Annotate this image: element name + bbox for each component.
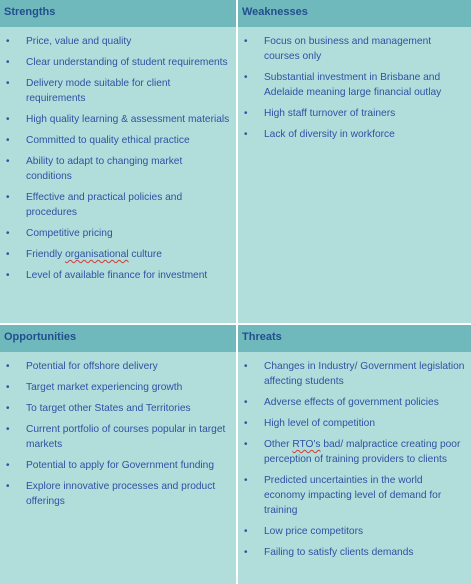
- list-item: • Substantial investment in Brisbane and Adelaide meaning large financial outlay: [244, 72, 442, 98]
- list-item: • Lack of diversity in workforce: [244, 129, 395, 140]
- list-item: • Current portfolio of courses popular in target markets: [6, 424, 226, 450]
- strengths-body: [0, 27, 236, 323]
- list-item: • Other RTO's bad/ malpractice creating poor perception of training providers to clients: [244, 439, 461, 465]
- list-item: • Changes in Industry/ Government legislation affecting students: [244, 361, 465, 387]
- bullet-icon: •: [6, 249, 10, 260]
- bullet-icon: •: [6, 192, 10, 203]
- list-item: • Low price competitors: [244, 526, 364, 537]
- bullet-icon: •: [244, 397, 248, 408]
- bullet-icon: •: [6, 57, 10, 68]
- bullet-icon: •: [6, 228, 10, 239]
- list-item: • High quality learning & assessment materials: [6, 114, 230, 125]
- list-item: • High staff turnover of trainers: [244, 108, 396, 119]
- bullet-icon: •: [244, 439, 248, 450]
- list-item: • Delivery mode suitable for client requirements: [6, 78, 171, 104]
- bullet-icon: •: [244, 418, 248, 429]
- list-item: • Potential for offshore delivery: [6, 361, 158, 372]
- bullet-icon: •: [6, 135, 10, 146]
- opportunities-header: Opportunities: [0, 325, 236, 352]
- bullet-icon: •: [244, 129, 248, 140]
- bullet-icon: •: [6, 460, 10, 471]
- row-divider: [0, 323, 471, 325]
- list-item: • Explore innovative processes and product offerings: [6, 481, 216, 507]
- threats-header: Threats: [238, 325, 471, 352]
- list-item: • Price, value and quality: [6, 36, 132, 47]
- opportunities-list: [0, 352, 236, 509]
- weaknesses-body: [238, 27, 471, 323]
- list-item: • Focus on business and management courses only: [244, 36, 432, 62]
- bullet-icon: •: [6, 78, 10, 89]
- list-item: • Committed to quality ethical practice: [6, 135, 190, 146]
- bullet-icon: •: [244, 475, 248, 486]
- bullet-icon: •: [6, 270, 10, 281]
- strengths-cell: [0, 0, 236, 323]
- bullet-icon: •: [244, 526, 248, 537]
- list-item: • To target other States and Territories: [6, 403, 191, 414]
- list-item: • Predicted uncertainties in the world economy impacting level of demand for training: [244, 475, 442, 516]
- column-divider: [236, 0, 238, 584]
- bullet-icon: •: [6, 424, 10, 435]
- weaknesses-header: Weaknesses: [238, 0, 471, 27]
- list-item: • Friendly organisational culture: [6, 249, 162, 260]
- strengths-header: Strengths: [0, 0, 236, 27]
- opportunities-body: [0, 352, 236, 584]
- list-item: • Effective and practical policies and procedures: [6, 192, 183, 218]
- bullet-icon: •: [6, 114, 10, 125]
- list-item: • High level of competition: [244, 418, 375, 429]
- bullet-icon: •: [244, 547, 248, 558]
- bullet-icon: •: [244, 361, 248, 372]
- list-item: • Failing to satisfy clients demands: [244, 547, 414, 558]
- list-item: • Adverse effects of government policies: [244, 397, 439, 408]
- list-item: • Level of available finance for investment: [6, 270, 208, 281]
- strengths-list: [0, 27, 236, 283]
- spellcheck-flagged-word: organisational: [65, 249, 129, 260]
- threats-list: [238, 352, 471, 560]
- opportunities-cell: [0, 325, 236, 584]
- bullet-icon: •: [6, 36, 10, 47]
- bullet-icon: •: [6, 382, 10, 393]
- bullet-icon: •: [6, 361, 10, 372]
- list-item: • Ability to adapt to changing market conditions: [6, 156, 183, 182]
- bullet-icon: •: [244, 72, 248, 83]
- bullet-icon: •: [6, 403, 10, 414]
- list-item: • Potential to apply for Government funding: [6, 460, 215, 471]
- spellcheck-flagged-word: RTO's: [292, 439, 321, 450]
- threats-cell: [238, 325, 471, 584]
- list-item: • Target market experiencing growth: [6, 382, 183, 393]
- weaknesses-list: [238, 27, 471, 142]
- bullet-icon: •: [6, 481, 10, 492]
- bullet-icon: •: [244, 108, 248, 119]
- list-item: • Clear understanding of student requirements: [6, 57, 228, 68]
- bullet-icon: •: [6, 156, 10, 167]
- bullet-icon: •: [244, 36, 248, 47]
- list-item: • Competitive pricing: [6, 228, 113, 239]
- threats-body: [238, 352, 471, 584]
- weaknesses-cell: [238, 0, 471, 323]
